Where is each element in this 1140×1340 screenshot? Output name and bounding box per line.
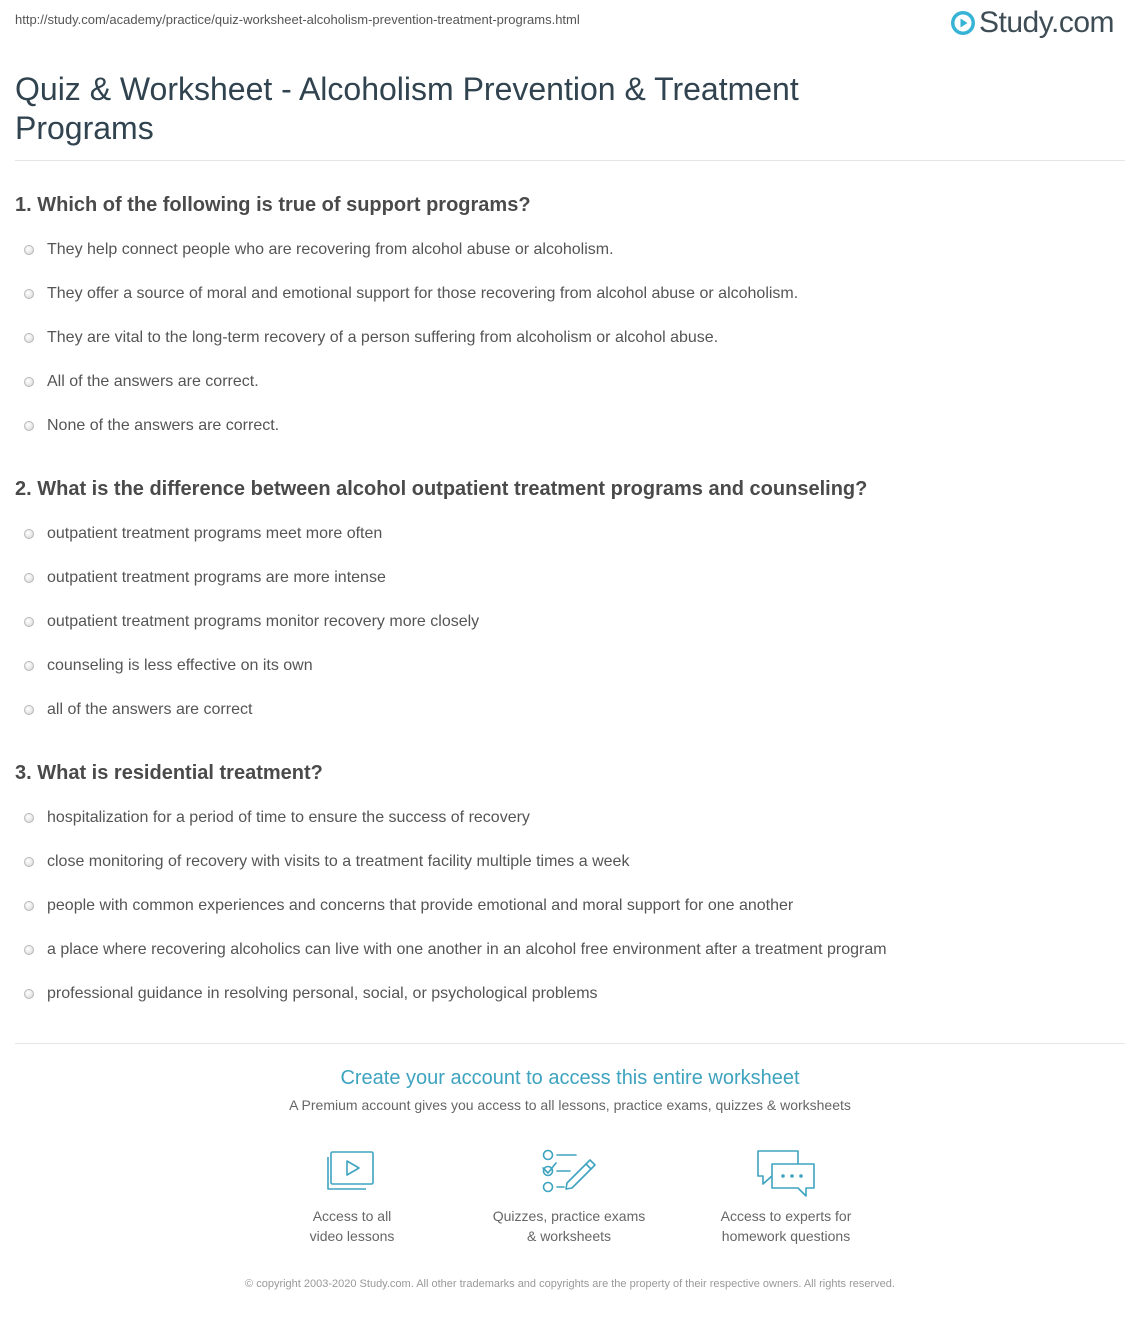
question-1: [15, 194, 1125, 448]
feature-line: homework questions: [721, 1228, 851, 1244]
answer-label: All of the answers are correct.: [47, 373, 259, 390]
answer-label: close monitoring of recovery with visits to a treatment facility multiple times a week: [47, 853, 630, 870]
play-circle-icon: [950, 10, 976, 36]
radio-button[interactable]: [24, 245, 34, 255]
cta-title[interactable]: Create your account to access this entire worksheet: [340, 1067, 800, 1089]
answer-label: all of the answers are correct: [47, 701, 253, 718]
answer-label: people with common experiences and concerns that provide emotional and moral support for one another: [47, 897, 794, 914]
answer-label: None of the answers are correct.: [47, 417, 280, 434]
study-logo[interactable]: [950, 6, 1114, 40]
feature-line: & worksheets: [526, 1228, 612, 1244]
answer-list: [15, 796, 1125, 1016]
answer-option[interactable]: [15, 688, 1125, 732]
answer-label: outpatient treatment programs are more intense: [47, 569, 386, 586]
page-title: Quiz & Worksheet - Alcoholism Prevention & Treatment Programs: [15, 71, 799, 146]
answer-label: They are vital to the long-term recovery of a person suffering from alcoholism or alcohol abuse.: [47, 329, 719, 346]
question-text: 2. What is the difference between alcohol outpatient treatment programs and counseling?: [15, 478, 868, 500]
radio-button[interactable]: [24, 813, 34, 823]
answer-list: [15, 512, 1125, 732]
chat-bubbles-icon: [754, 1148, 818, 1198]
answer-option[interactable]: [15, 840, 1125, 884]
radio-button[interactable]: [24, 661, 34, 671]
feature-line: video lessons: [309, 1228, 395, 1244]
radio-button[interactable]: [24, 529, 34, 539]
radio-button[interactable]: [24, 377, 34, 387]
logo-text: Study.com: [979, 6, 1114, 39]
answer-label: They offer a source of moral and emotional support for those recovering from alcohol abuse or alcoholism.: [47, 285, 799, 302]
answer-option[interactable]: [15, 972, 1125, 1016]
cta-subtitle: A Premium account gives you access to all lessons, practice exams, quizzes & worksheets: [289, 1097, 851, 1113]
answer-option[interactable]: [15, 884, 1125, 928]
divider: [15, 160, 1125, 161]
answer-option[interactable]: [15, 360, 1125, 404]
question-text: 3. What is residential treatment?: [15, 762, 323, 784]
answer-list: [15, 228, 1125, 448]
radio-button[interactable]: [24, 617, 34, 627]
answer-label: They help connect people who are recovering from alcohol abuse or alcoholism.: [47, 241, 614, 258]
radio-button[interactable]: [24, 945, 34, 955]
radio-button[interactable]: [24, 857, 34, 867]
feature-quizzes: [469, 1148, 669, 1246]
answer-option[interactable]: [15, 644, 1125, 688]
answer-option[interactable]: [15, 316, 1125, 360]
answer-option[interactable]: [15, 796, 1125, 840]
page-url: http://study.com/academy/practice/quiz-worksheet-alcoholism-prevention-treatment-programs.html: [15, 12, 580, 27]
feature-line: Access to experts for: [720, 1208, 852, 1224]
answer-label: professional guidance in resolving personal, social, or psychological problems: [47, 985, 598, 1002]
answer-option[interactable]: [15, 928, 1125, 972]
answer-option[interactable]: [15, 272, 1125, 316]
question-text: 1. Which of the following is true of support programs?: [15, 194, 531, 216]
answer-label: outpatient treatment programs monitor recovery more closely: [47, 613, 480, 630]
question-2: [15, 478, 1125, 732]
radio-button[interactable]: [24, 573, 34, 583]
feature-label: [252, 1206, 452, 1246]
video-icon: [326, 1148, 378, 1194]
radio-button[interactable]: [24, 989, 34, 999]
answer-label: counseling is less effective on its own: [47, 657, 313, 674]
feature-label: [686, 1206, 886, 1246]
answer-option[interactable]: [15, 404, 1125, 448]
answer-option[interactable]: [15, 512, 1125, 556]
radio-button[interactable]: [24, 705, 34, 715]
feature-line: Quizzes, practice exams: [492, 1208, 646, 1224]
copyright-text: © copyright 2003-2020 Study.com. All other trademarks and copyrights are the property of their respective owners. All rights reserved.: [245, 1278, 895, 1290]
feature-video-lessons: [252, 1148, 452, 1246]
feature-label: [469, 1206, 669, 1246]
answer-option[interactable]: [15, 600, 1125, 644]
feature-line: Access to all: [312, 1208, 392, 1224]
radio-button[interactable]: [24, 421, 34, 431]
answer-label: hospitalization for a period of time to ensure the success of recovery: [47, 809, 530, 826]
radio-button[interactable]: [24, 901, 34, 911]
quiz-checklist-icon: [540, 1148, 598, 1194]
radio-button[interactable]: [24, 289, 34, 299]
answer-label: outpatient treatment programs meet more often: [47, 525, 383, 542]
radio-button[interactable]: [24, 333, 34, 343]
feature-experts: [686, 1148, 886, 1246]
answer-option[interactable]: [15, 228, 1125, 272]
answer-option[interactable]: [15, 556, 1125, 600]
answer-label: a place where recovering alcoholics can live with one another in an alcohol free environment after a treatment program: [47, 941, 887, 958]
question-3: [15, 762, 1125, 1016]
divider: [15, 1043, 1125, 1044]
